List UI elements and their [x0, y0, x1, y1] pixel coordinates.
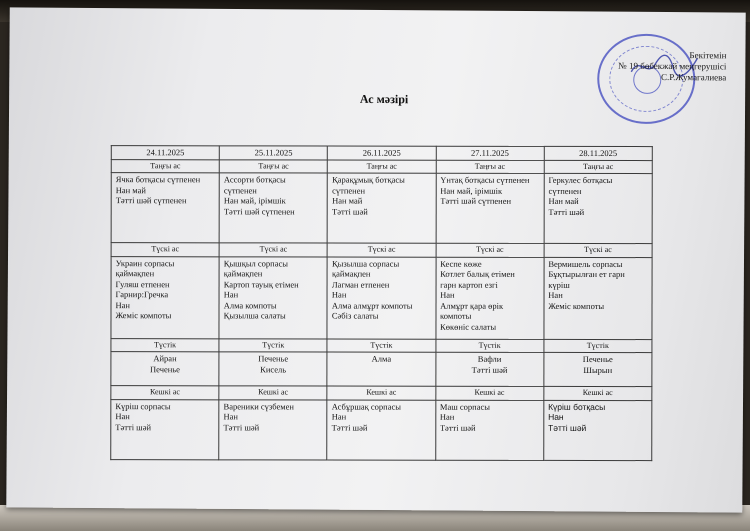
meal-label: Түстік: [219, 338, 327, 352]
menu-item: Нан: [548, 289, 563, 300]
meal-label: Түскі ас: [544, 243, 652, 257]
date-cell: 28.11.2025: [544, 146, 652, 160]
menu-item: Нан май, ірімшік: [223, 195, 286, 206]
menu-item: Сәбіз салаты: [331, 310, 379, 321]
menu-item: Гуляш етпенен: [115, 278, 170, 289]
meal-items-cell: [543, 400, 651, 460]
date-cell: 26.11.2025: [328, 146, 436, 160]
menu-item: Вафли: [477, 353, 502, 364]
menu-item: Бұқтырылған ет гарн: [548, 268, 625, 280]
menu-item: Кеспе көже: [440, 258, 482, 269]
menu-item: Тәтті шәй: [548, 422, 587, 433]
menu-item: Тәтті шәй сүтпенен: [440, 195, 512, 206]
menu-item: Вареники сүзбемен: [223, 400, 294, 411]
meal-label: Түстік: [435, 339, 543, 353]
date-cell: 27.11.2025: [436, 146, 544, 160]
menu-item: Айран: [153, 353, 177, 364]
page-title: Ас мәзірі: [359, 91, 409, 107]
meal-items-cell: [327, 400, 435, 460]
meal-items-cell: [436, 173, 544, 243]
menu-item: Қарақұмық ботқасы: [332, 174, 405, 185]
menu-item: Гарнир:Гречка: [115, 289, 169, 300]
meal-items-cell: [219, 399, 327, 459]
menu-item: Нан: [440, 289, 455, 300]
date-header-row: [111, 146, 652, 160]
menu-item: Көкөніс салаты: [440, 321, 497, 332]
meal-label: Түстік: [327, 339, 435, 353]
meal-items-cell: [435, 352, 543, 386]
menu-item: Вермишель сорпасы: [548, 258, 623, 269]
approval-heading: Бекітемін: [689, 50, 727, 61]
meal-items-row-breakfast: [111, 173, 652, 244]
menu-item: қаймақпен: [331, 268, 371, 279]
meal-items-cell: [111, 399, 219, 459]
menu-item: Котлет балық етімен: [440, 268, 515, 279]
meal-items-cell: [111, 173, 219, 243]
meal-label-row-breakfast: [111, 159, 652, 173]
meal-items-cell: [111, 256, 219, 338]
menu-item: Күріш ботқасы: [548, 401, 606, 412]
meal-items-cell: [544, 173, 652, 243]
menu-item: Жеміс компоты: [548, 300, 605, 311]
menu-item: Нан: [331, 289, 347, 300]
menu-item: Тәтті шәй: [223, 421, 260, 432]
menu-item: Картоп тауық етімен: [223, 278, 299, 289]
meal-label: Таңғы ас: [219, 159, 327, 173]
approval-name: С.Р.Жумагалиева: [661, 71, 727, 83]
menu-item: Жеміс компоты: [115, 310, 172, 321]
approval-position: № 19 бөбекжай меңгерушісі: [618, 60, 727, 72]
menu-item: Алмұрт қара өрік: [440, 300, 504, 311]
menu-item: Қызылша сорпасы: [331, 258, 400, 269]
meal-label-row-snack: [111, 338, 652, 352]
meal-items-row-lunch: [111, 256, 652, 339]
menu-item: Тәтті шәй сүтпенен: [115, 195, 187, 206]
menu-table: [110, 145, 653, 460]
meal-items-cell: [327, 352, 435, 386]
menu-item: қаймақпен: [115, 268, 155, 279]
meal-label: Таңғы ас: [544, 160, 652, 174]
menu-item: Тәтті шәй: [332, 206, 368, 217]
menu-item: Нан май, ірімшік: [440, 185, 503, 196]
menu-item: Алма: [371, 353, 392, 364]
meal-label: Түскі ас: [436, 243, 544, 257]
menu-item: сүтпенен: [332, 185, 366, 196]
meal-items-row-dinner: [111, 399, 652, 460]
date-cell: 24.11.2025: [111, 146, 219, 160]
meal-items-cell: [544, 257, 652, 339]
menu-item: сүтпенен: [223, 184, 257, 195]
menu-item: Нан: [223, 289, 239, 300]
meal-items-cell: [219, 173, 327, 243]
menu-item: Печенье: [150, 363, 180, 374]
menu-item: Қышқыл сорпасы: [223, 257, 289, 268]
meal-label: Түскі ас: [327, 243, 435, 257]
menu-item: Нан: [115, 411, 130, 422]
meal-label: Түстік: [111, 338, 219, 352]
meal-label: Кешкі ас: [435, 386, 543, 400]
meal-label-row-dinner: [111, 386, 652, 400]
meal-label: Кешкі ас: [111, 386, 219, 400]
meal-items-cell: [111, 352, 219, 386]
meal-label: Түскі ас: [111, 243, 219, 257]
menu-item: Лагман етпенен: [331, 279, 390, 290]
meal-label: Кешкі ас: [327, 386, 435, 400]
meal-label: Түскі ас: [219, 243, 327, 257]
meal-label: Түстік: [544, 339, 652, 353]
menu-item: Кисель: [260, 363, 287, 374]
menu-sheet: [6, 7, 745, 512]
meal-label: Таңғы ас: [328, 160, 436, 174]
menu-item: Нан: [331, 411, 347, 422]
menu-item: Нан май: [332, 195, 363, 206]
menu-item: Нан: [548, 411, 564, 422]
meal-label-row-lunch: [111, 243, 652, 257]
menu-item: Нан май: [548, 195, 579, 206]
menu-item: Ассорти ботқасы: [223, 174, 286, 185]
menu-item: Маш сорпасы: [439, 401, 491, 412]
meal-items-cell: [436, 257, 544, 339]
menu-item: Нан: [115, 299, 130, 310]
approval-block: [551, 49, 726, 83]
menu-item: Геркулес ботқасы: [548, 174, 613, 186]
menu-item: Украин сорпасы: [115, 257, 175, 268]
meal-items-cell: [327, 257, 435, 339]
menu-item: күріш: [548, 279, 570, 290]
meal-items-cell: [219, 256, 327, 338]
menu-item: Тәтті шәй сүтпенен: [223, 205, 295, 216]
menu-item: Үнтақ ботқасы сүтпенен: [440, 174, 530, 185]
menu-item: Ячка ботқасы сүтпенен: [115, 174, 201, 185]
meal-items-cell: [219, 352, 327, 386]
menu-item: гарн картоп езгі: [440, 279, 498, 290]
menu-item: Тәтті шәй: [471, 364, 508, 375]
menu-item: Тәтті шәй: [331, 422, 368, 433]
menu-item: Асбұршақ сорпасы: [331, 401, 402, 412]
date-cell: 25.11.2025: [219, 146, 327, 160]
meal-label: Таңғы ас: [436, 160, 544, 174]
meal-items-cell: [544, 352, 652, 386]
menu-item: Печенье: [258, 353, 289, 364]
menu-item: Тәтті шәй: [548, 206, 585, 217]
menu-item: Тәтті шәй: [115, 421, 152, 432]
meal-items-cell: [435, 400, 543, 460]
menu-item: Алма алмұрт компоты: [331, 300, 413, 311]
menu-item: Нан май: [115, 184, 146, 195]
menu-item: Шырын: [583, 364, 613, 375]
menu-item: компоты: [440, 310, 472, 321]
meal-label: Кешкі ас: [219, 386, 327, 400]
menu-item: Нан: [223, 411, 238, 422]
menu-item: қаймақпен: [223, 268, 263, 279]
meal-items-cell: [327, 173, 435, 243]
menu-item: Алма компоты: [223, 299, 277, 310]
menu-item: сүтпенен: [548, 185, 582, 196]
menu-item: Нан: [439, 411, 455, 422]
menu-item: Күріш сорпасы: [115, 400, 171, 411]
menu-item: Печенье: [582, 353, 613, 365]
menu-item: Тәтті шәй: [439, 422, 476, 433]
meal-items-row-snack: [111, 352, 652, 387]
menu-item: Қызылша салаты: [223, 310, 286, 321]
meal-label: Кешкі ас: [544, 386, 652, 400]
meal-label: Таңғы ас: [111, 159, 219, 173]
